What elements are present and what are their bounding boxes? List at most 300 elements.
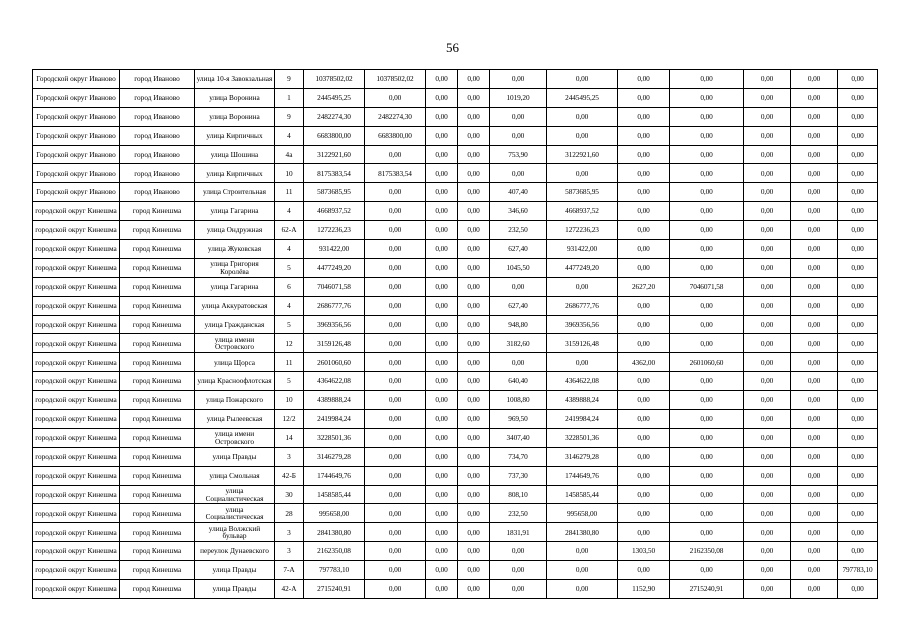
area-cell-1: 0,00 — [490, 542, 547, 561]
district-cell: Городской округ Иваново — [33, 126, 120, 145]
amount-cell-7: 0,00 — [791, 580, 838, 599]
house-number-cell: 4 — [275, 296, 304, 315]
amount-cell-8: 0,00 — [838, 183, 878, 202]
amount-cell-6: 0,00 — [744, 561, 791, 580]
amount-cell-3: 0,00 — [458, 296, 490, 315]
area-cell-2: 0,00 — [618, 485, 670, 504]
house-number-cell: 42-А — [275, 580, 304, 599]
area-cell-2: 0,00 — [618, 504, 670, 523]
amount-cell-6: 0,00 — [744, 221, 791, 240]
amount-cell-8: 0,00 — [838, 70, 878, 89]
amount-cell-6: 0,00 — [744, 353, 791, 372]
amount-cell-4: 3146279,28 — [547, 447, 618, 466]
amount-cell-8: 0,00 — [838, 145, 878, 164]
total-cost-cell: 4389888,24 — [304, 391, 365, 410]
table-row — [33, 542, 878, 561]
total-cost-cell: 2601060,60 — [304, 353, 365, 372]
street-cell: улица Воронина — [195, 107, 275, 126]
amount-cell-1: 0,00 — [365, 466, 426, 485]
district-cell: Городской округ Иваново — [33, 145, 120, 164]
amount-cell-6: 0,00 — [744, 277, 791, 296]
table-row — [33, 523, 878, 542]
table-row — [33, 70, 878, 89]
total-cost-cell: 10378502,02 — [304, 70, 365, 89]
district-cell: городской округ Кинешма — [33, 504, 120, 523]
area-cell-1: 3182,60 — [490, 334, 547, 353]
table-row — [33, 580, 878, 599]
district-cell: городской округ Кинешма — [33, 561, 120, 580]
total-cost-cell: 2482274,30 — [304, 107, 365, 126]
house-number-cell: 42-Б — [275, 466, 304, 485]
amount-cell-3: 0,00 — [458, 523, 490, 542]
amount-cell-7: 0,00 — [791, 334, 838, 353]
amount-cell-1: 0,00 — [365, 202, 426, 221]
total-cost-cell: 3228501,36 — [304, 428, 365, 447]
street-cell: улица Кирпичных — [195, 126, 275, 145]
amount-cell-6: 0,00 — [744, 334, 791, 353]
house-number-cell: 28 — [275, 504, 304, 523]
amount-cell-4: 995658,00 — [547, 504, 618, 523]
table-row — [33, 240, 878, 259]
amount-cell-5: 0,00 — [670, 88, 744, 107]
total-cost-cell: 3159126,48 — [304, 334, 365, 353]
amount-cell-1: 0,00 — [365, 542, 426, 561]
amount-cell-2: 0,00 — [426, 561, 458, 580]
area-cell-2: 0,00 — [618, 372, 670, 391]
street-cell: улица 10-я Завокзальная — [195, 70, 275, 89]
district-cell: городской округ Кинешма — [33, 428, 120, 447]
amount-cell-7: 0,00 — [791, 315, 838, 334]
district-cell: городской округ Кинешма — [33, 258, 120, 277]
amount-cell-8: 0,00 — [838, 126, 878, 145]
area-cell-1: 627,40 — [490, 240, 547, 259]
area-cell-2: 2627,20 — [618, 277, 670, 296]
amount-cell-2: 0,00 — [426, 107, 458, 126]
table-row — [33, 391, 878, 410]
amount-cell-5: 0,00 — [670, 315, 744, 334]
amount-cell-5: 0,00 — [670, 561, 744, 580]
total-cost-cell: 2445495,25 — [304, 88, 365, 107]
amount-cell-4: 0,00 — [547, 542, 618, 561]
total-cost-cell: 1272236,23 — [304, 221, 365, 240]
total-cost-cell: 2686777,76 — [304, 296, 365, 315]
amount-cell-7: 0,00 — [791, 258, 838, 277]
amount-cell-1: 0,00 — [365, 240, 426, 259]
total-cost-cell: 6683800,00 — [304, 126, 365, 145]
amount-cell-8: 0,00 — [838, 372, 878, 391]
amount-cell-6: 0,00 — [744, 485, 791, 504]
city-cell: город Кинешма — [120, 202, 195, 221]
area-cell-1: 737,30 — [490, 466, 547, 485]
amount-cell-3: 0,00 — [458, 372, 490, 391]
total-cost-cell: 2162350,08 — [304, 542, 365, 561]
city-cell: город Кинешма — [120, 561, 195, 580]
street-cell: улица Смольная — [195, 466, 275, 485]
amount-cell-8: 0,00 — [838, 542, 878, 561]
district-cell: Городской округ Иваново — [33, 164, 120, 183]
total-cost-cell: 1744649,76 — [304, 466, 365, 485]
amount-cell-4: 4364622,08 — [547, 372, 618, 391]
street-cell: улица Ондружная — [195, 221, 275, 240]
street-cell: улица Григория Королёва — [195, 258, 275, 277]
total-cost-cell: 7046071,58 — [304, 277, 365, 296]
amount-cell-5: 0,00 — [670, 164, 744, 183]
area-cell-2: 0,00 — [618, 523, 670, 542]
street-cell: улица Социалистическая — [195, 485, 275, 504]
amount-cell-6: 0,00 — [744, 542, 791, 561]
amount-cell-4: 0,00 — [547, 277, 618, 296]
street-cell: улица Щорса — [195, 353, 275, 372]
amount-cell-8: 797783,10 — [838, 561, 878, 580]
city-cell: город Иваново — [120, 183, 195, 202]
city-cell: город Кинешма — [120, 542, 195, 561]
amount-cell-6: 0,00 — [744, 296, 791, 315]
amount-cell-6: 0,00 — [744, 164, 791, 183]
amount-cell-1: 0,00 — [365, 277, 426, 296]
amount-cell-8: 0,00 — [838, 88, 878, 107]
total-cost-cell: 4668937,52 — [304, 202, 365, 221]
district-cell: городской округ Кинешма — [33, 296, 120, 315]
amount-cell-3: 0,00 — [458, 410, 490, 429]
amount-cell-7: 0,00 — [791, 107, 838, 126]
area-cell-2: 0,00 — [618, 145, 670, 164]
amount-cell-8: 0,00 — [838, 277, 878, 296]
house-number-cell: 10 — [275, 164, 304, 183]
amount-cell-5: 0,00 — [670, 107, 744, 126]
amount-cell-3: 0,00 — [458, 391, 490, 410]
amount-cell-8: 0,00 — [838, 296, 878, 315]
amount-cell-8: 0,00 — [838, 523, 878, 542]
area-cell-2: 0,00 — [618, 410, 670, 429]
amount-cell-3: 0,00 — [458, 126, 490, 145]
area-cell-1: 0,00 — [490, 164, 547, 183]
amount-cell-2: 0,00 — [426, 428, 458, 447]
district-cell: Городской округ Иваново — [33, 107, 120, 126]
amount-cell-3: 0,00 — [458, 240, 490, 259]
district-cell: городской округ Кинешма — [33, 372, 120, 391]
amount-cell-4: 3228501,36 — [547, 428, 618, 447]
amount-cell-7: 0,00 — [791, 296, 838, 315]
house-number-cell: 6 — [275, 277, 304, 296]
amount-cell-1: 8175383,54 — [365, 164, 426, 183]
total-cost-cell: 4477249,20 — [304, 258, 365, 277]
amount-cell-8: 0,00 — [838, 353, 878, 372]
district-cell: городской округ Кинешма — [33, 240, 120, 259]
amount-cell-4: 5873685,95 — [547, 183, 618, 202]
area-cell-1: 346,60 — [490, 202, 547, 221]
house-number-cell: 12 — [275, 334, 304, 353]
city-cell: город Кинешма — [120, 466, 195, 485]
city-cell: город Кинешма — [120, 372, 195, 391]
amount-cell-3: 0,00 — [458, 88, 490, 107]
amount-cell-3: 0,00 — [458, 145, 490, 164]
street-cell: улица Правды — [195, 580, 275, 599]
city-cell: город Кинешма — [120, 334, 195, 353]
amount-cell-4: 0,00 — [547, 353, 618, 372]
amount-cell-6: 0,00 — [744, 126, 791, 145]
amount-cell-1: 0,00 — [365, 485, 426, 504]
amount-cell-5: 0,00 — [670, 523, 744, 542]
amount-cell-7: 0,00 — [791, 485, 838, 504]
amount-cell-7: 0,00 — [791, 428, 838, 447]
amount-cell-1: 6683800,00 — [365, 126, 426, 145]
city-cell: город Кинешма — [120, 277, 195, 296]
table-body — [33, 70, 878, 599]
amount-cell-5: 2601060,60 — [670, 353, 744, 372]
amount-cell-8: 0,00 — [838, 447, 878, 466]
amount-cell-3: 0,00 — [458, 164, 490, 183]
amount-cell-2: 0,00 — [426, 485, 458, 504]
area-cell-2: 0,00 — [618, 70, 670, 89]
amount-cell-8: 0,00 — [838, 580, 878, 599]
street-cell: улица Социалистическая — [195, 504, 275, 523]
amount-cell-7: 0,00 — [791, 466, 838, 485]
amount-cell-6: 0,00 — [744, 428, 791, 447]
amount-cell-7: 0,00 — [791, 561, 838, 580]
amount-cell-8: 0,00 — [838, 107, 878, 126]
amount-cell-2: 0,00 — [426, 221, 458, 240]
amount-cell-1: 0,00 — [365, 372, 426, 391]
area-cell-1: 0,00 — [490, 107, 547, 126]
area-cell-2: 0,00 — [618, 334, 670, 353]
street-cell: улица Правды — [195, 447, 275, 466]
amount-cell-2: 0,00 — [426, 70, 458, 89]
area-cell-2: 0,00 — [618, 428, 670, 447]
area-cell-2: 0,00 — [618, 447, 670, 466]
amount-cell-5: 0,00 — [670, 70, 744, 89]
table-row — [33, 334, 878, 353]
amount-cell-3: 0,00 — [458, 183, 490, 202]
district-cell: городской округ Кинешма — [33, 542, 120, 561]
house-number-cell: 5 — [275, 315, 304, 334]
amount-cell-2: 0,00 — [426, 258, 458, 277]
amount-cell-7: 0,00 — [791, 126, 838, 145]
amount-cell-1: 0,00 — [365, 353, 426, 372]
area-cell-2: 0,00 — [618, 164, 670, 183]
amount-cell-3: 0,00 — [458, 277, 490, 296]
amount-cell-4: 0,00 — [547, 164, 618, 183]
area-cell-1: 640,40 — [490, 372, 547, 391]
amount-cell-3: 0,00 — [458, 258, 490, 277]
amount-cell-7: 0,00 — [791, 183, 838, 202]
amount-cell-1: 0,00 — [365, 88, 426, 107]
amount-cell-4: 0,00 — [547, 70, 618, 89]
amount-cell-7: 0,00 — [791, 202, 838, 221]
total-cost-cell: 5873685,95 — [304, 183, 365, 202]
city-cell: город Иваново — [120, 145, 195, 164]
amount-cell-5: 0,00 — [670, 504, 744, 523]
city-cell: город Кинешма — [120, 504, 195, 523]
house-number-cell: 9 — [275, 107, 304, 126]
amount-cell-5: 0,00 — [670, 126, 744, 145]
total-cost-cell: 3969356,56 — [304, 315, 365, 334]
amount-cell-7: 0,00 — [791, 164, 838, 183]
area-cell-1: 407,40 — [490, 183, 547, 202]
street-cell: улица Гагарина — [195, 277, 275, 296]
street-cell: улица Волжский бульвар — [195, 523, 275, 542]
city-cell: город Иваново — [120, 164, 195, 183]
district-cell: городской округ Кинешма — [33, 315, 120, 334]
amount-cell-1: 0,00 — [365, 561, 426, 580]
amount-cell-2: 0,00 — [426, 542, 458, 561]
street-cell: улица Жуковская — [195, 240, 275, 259]
total-cost-cell: 797783,10 — [304, 561, 365, 580]
amount-cell-2: 0,00 — [426, 353, 458, 372]
total-cost-cell: 2841380,80 — [304, 523, 365, 542]
amount-cell-5: 7046071,58 — [670, 277, 744, 296]
amount-cell-5: 0,00 — [670, 372, 744, 391]
district-cell: городской округ Кинешма — [33, 523, 120, 542]
table-row — [33, 447, 878, 466]
amount-cell-7: 0,00 — [791, 70, 838, 89]
area-cell-1: 734,70 — [490, 447, 547, 466]
amount-cell-4: 4389888,24 — [547, 391, 618, 410]
street-cell: улица Правды — [195, 561, 275, 580]
amount-cell-2: 0,00 — [426, 391, 458, 410]
amount-cell-8: 0,00 — [838, 164, 878, 183]
amount-cell-3: 0,00 — [458, 221, 490, 240]
amount-cell-1: 0,00 — [365, 428, 426, 447]
amount-cell-8: 0,00 — [838, 258, 878, 277]
amount-cell-4: 0,00 — [547, 580, 618, 599]
city-cell: город Кинешма — [120, 428, 195, 447]
total-cost-cell: 2419984,24 — [304, 410, 365, 429]
amount-cell-1: 0,00 — [365, 391, 426, 410]
district-cell: городской округ Кинешма — [33, 447, 120, 466]
table-row — [33, 485, 878, 504]
amount-cell-7: 0,00 — [791, 372, 838, 391]
area-cell-2: 0,00 — [618, 315, 670, 334]
amount-cell-6: 0,00 — [744, 504, 791, 523]
amount-cell-2: 0,00 — [426, 580, 458, 599]
amount-cell-4: 2419984,24 — [547, 410, 618, 429]
amount-cell-7: 0,00 — [791, 523, 838, 542]
table-row — [33, 183, 878, 202]
amount-cell-8: 0,00 — [838, 391, 878, 410]
city-cell: город Кинешма — [120, 353, 195, 372]
amount-cell-7: 0,00 — [791, 504, 838, 523]
amount-cell-1: 0,00 — [365, 504, 426, 523]
amount-cell-5: 0,00 — [670, 391, 744, 410]
house-number-cell: 3 — [275, 447, 304, 466]
area-cell-1: 1045,50 — [490, 258, 547, 277]
area-cell-2: 0,00 — [618, 183, 670, 202]
amount-cell-5: 0,00 — [670, 258, 744, 277]
amount-cell-5: 2162350,08 — [670, 542, 744, 561]
amount-cell-3: 0,00 — [458, 580, 490, 599]
amount-cell-4: 2445495,25 — [547, 88, 618, 107]
amount-cell-1: 0,00 — [365, 334, 426, 353]
district-cell: городской округ Кинешма — [33, 334, 120, 353]
amount-cell-1: 0,00 — [365, 183, 426, 202]
amount-cell-2: 0,00 — [426, 315, 458, 334]
amount-cell-2: 0,00 — [426, 145, 458, 164]
city-cell: город Кинешма — [120, 240, 195, 259]
city-cell: город Кинешма — [120, 258, 195, 277]
area-cell-2: 1152,90 — [618, 580, 670, 599]
area-cell-1: 969,50 — [490, 410, 547, 429]
house-number-cell: 4 — [275, 126, 304, 145]
amount-cell-6: 0,00 — [744, 391, 791, 410]
amount-cell-6: 0,00 — [744, 183, 791, 202]
street-cell: улица Кирпичных — [195, 164, 275, 183]
area-cell-2: 1303,50 — [618, 542, 670, 561]
street-cell: улица Шошина — [195, 145, 275, 164]
city-cell: город Кинешма — [120, 221, 195, 240]
district-cell: городской округ Кинешма — [33, 391, 120, 410]
amount-cell-2: 0,00 — [426, 523, 458, 542]
district-cell: Городской округ Иваново — [33, 70, 120, 89]
house-number-cell: 12/2 — [275, 410, 304, 429]
city-cell: город Кинешма — [120, 296, 195, 315]
house-number-cell: 5 — [275, 258, 304, 277]
page-number: 56 — [446, 40, 459, 55]
area-cell-1: 0,00 — [490, 353, 547, 372]
area-cell-2: 0,00 — [618, 202, 670, 221]
area-cell-1: 808,10 — [490, 485, 547, 504]
total-cost-cell: 2715240,91 — [304, 580, 365, 599]
amount-cell-2: 0,00 — [426, 410, 458, 429]
table-row — [33, 258, 878, 277]
table-row — [33, 221, 878, 240]
amount-cell-3: 0,00 — [458, 447, 490, 466]
amount-cell-8: 0,00 — [838, 428, 878, 447]
amount-cell-5: 0,00 — [670, 334, 744, 353]
amount-cell-4: 4477249,20 — [547, 258, 618, 277]
total-cost-cell: 4364622,08 — [304, 372, 365, 391]
amount-cell-4: 931422,00 — [547, 240, 618, 259]
house-number-cell: 1 — [275, 88, 304, 107]
amount-cell-5: 0,00 — [670, 466, 744, 485]
amount-cell-6: 0,00 — [744, 315, 791, 334]
total-cost-cell: 3122921,60 — [304, 145, 365, 164]
amount-cell-3: 0,00 — [458, 466, 490, 485]
district-cell: городской округ Кинешма — [33, 410, 120, 429]
amount-cell-1: 2482274,30 — [365, 107, 426, 126]
house-number-cell: 4 — [275, 240, 304, 259]
amount-cell-6: 0,00 — [744, 523, 791, 542]
amount-cell-4: 3969356,56 — [547, 315, 618, 334]
area-cell-1: 0,00 — [490, 126, 547, 145]
amount-cell-7: 0,00 — [791, 88, 838, 107]
amount-cell-7: 0,00 — [791, 277, 838, 296]
area-cell-2: 0,00 — [618, 391, 670, 410]
house-number-cell: 4а — [275, 145, 304, 164]
area-cell-1: 627,40 — [490, 296, 547, 315]
amount-cell-3: 0,00 — [458, 504, 490, 523]
repair-schedule-table — [32, 69, 878, 599]
table-row — [33, 164, 878, 183]
amount-cell-5: 2715240,91 — [670, 580, 744, 599]
amount-cell-5: 0,00 — [670, 485, 744, 504]
amount-cell-8: 0,00 — [838, 410, 878, 429]
amount-cell-5: 0,00 — [670, 428, 744, 447]
table-row — [33, 353, 878, 372]
amount-cell-3: 0,00 — [458, 70, 490, 89]
amount-cell-2: 0,00 — [426, 296, 458, 315]
amount-cell-1: 0,00 — [365, 145, 426, 164]
amount-cell-1: 0,00 — [365, 315, 426, 334]
amount-cell-3: 0,00 — [458, 334, 490, 353]
amount-cell-4: 4668937,52 — [547, 202, 618, 221]
table-row — [33, 561, 878, 580]
amount-cell-5: 0,00 — [670, 221, 744, 240]
house-number-cell: 10 — [275, 391, 304, 410]
total-cost-cell: 8175383,54 — [304, 164, 365, 183]
total-cost-cell: 995658,00 — [304, 504, 365, 523]
city-cell: город Иваново — [120, 88, 195, 107]
area-cell-2: 0,00 — [618, 466, 670, 485]
